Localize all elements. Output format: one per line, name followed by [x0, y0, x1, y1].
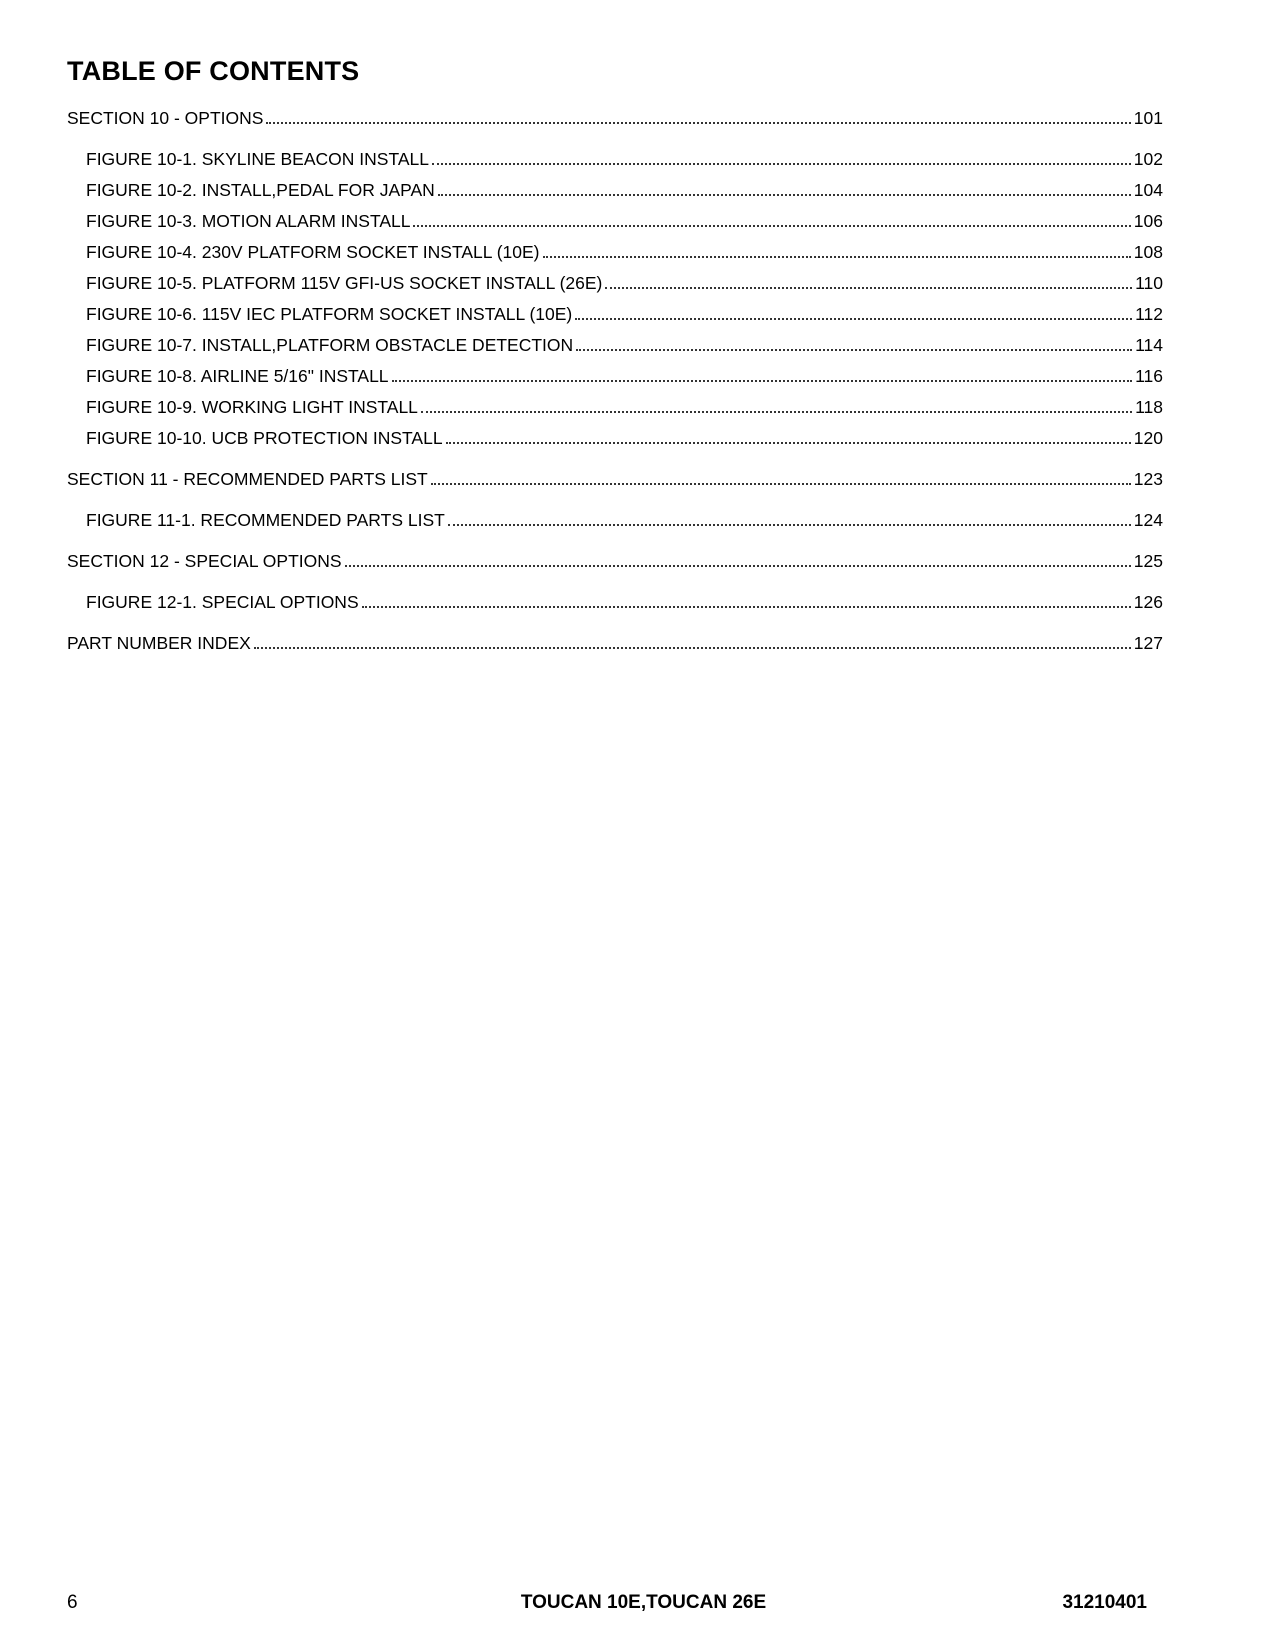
dot-leader	[448, 523, 1131, 526]
toc-entry-page: 106	[1133, 211, 1163, 231]
toc-entry-page: 124	[1133, 510, 1163, 530]
toc-entry-page: 116	[1135, 366, 1163, 386]
toc-entry-page: 101	[1133, 108, 1163, 128]
dot-leader	[345, 564, 1131, 567]
dot-leader	[421, 410, 1132, 413]
toc-entry-page: 108	[1133, 242, 1163, 262]
toc-entry-page: 104	[1133, 180, 1163, 200]
dot-leader	[605, 286, 1132, 289]
toc-entry-page: 123	[1133, 469, 1163, 489]
toc-entry-page: 126	[1133, 592, 1163, 612]
toc-entry-label: FIGURE 10-7. INSTALL,PLATFORM OBSTACLE DETECTION	[86, 335, 574, 355]
toc-entry-label: FIGURE 10-6. 115V IEC PLATFORM SOCKET INSTALL (10E)	[86, 304, 573, 324]
dot-leader	[362, 605, 1131, 608]
toc-entry-section-12[interactable]	[67, 547, 1163, 571]
toc-entry-figure-10-5[interactable]	[86, 269, 1163, 293]
toc-entry-figure-10-2[interactable]	[86, 176, 1163, 200]
dot-leader	[446, 441, 1131, 444]
toc-entry-label: FIGURE 10-10. UCB PROTECTION INSTALL	[86, 428, 443, 448]
dot-leader	[432, 162, 1131, 165]
toc-entry-figure-10-4[interactable]	[86, 238, 1163, 262]
toc-entry-label: PART NUMBER INDEX	[67, 633, 251, 653]
dot-leader	[438, 193, 1131, 196]
footer-page-number: 6	[67, 1592, 78, 1613]
dot-leader	[431, 482, 1131, 485]
dot-leader	[413, 224, 1130, 227]
footer-title: TOUCAN 10E,TOUCAN 26E	[520, 1592, 767, 1613]
toc-entry-label: SECTION 11 - RECOMMENDED PARTS LIST	[67, 469, 428, 489]
dot-leader	[576, 348, 1132, 351]
toc-entry-label: FIGURE 10-8. AIRLINE 5/16" INSTALL	[86, 366, 389, 386]
toc-entry-figure-10-10[interactable]	[86, 424, 1163, 448]
toc-entry-page: 102	[1133, 149, 1163, 169]
toc-entry-page: 120	[1133, 428, 1163, 448]
toc-entry-page: 114	[1135, 335, 1163, 355]
toc-entry-page: 110	[1135, 273, 1163, 293]
toc-entry-figure-10-9[interactable]	[86, 393, 1163, 417]
toc-entry-page: 125	[1133, 551, 1163, 571]
toc-entry-part-number-index[interactable]	[67, 629, 1163, 653]
toc-entry-label: FIGURE 10-9. WORKING LIGHT INSTALL	[86, 397, 418, 417]
toc-entry-section-11[interactable]	[67, 465, 1163, 489]
footer-doc-number: 31210401	[1062, 1592, 1147, 1613]
toc-entry-figure-10-8[interactable]	[86, 362, 1163, 386]
dot-leader	[392, 379, 1133, 382]
toc-entry-page: 112	[1135, 304, 1163, 324]
dot-leader	[266, 121, 1130, 124]
toc-entry-figure-10-7[interactable]	[86, 331, 1163, 355]
toc-entry-label: SECTION 10 - OPTIONS	[67, 108, 264, 128]
toc-entry-figure-10-3[interactable]	[86, 207, 1163, 231]
toc-entry-label: FIGURE 10-1. SKYLINE BEACON INSTALL	[86, 149, 429, 169]
toc-entry-label: FIGURE 10-2. INSTALL,PEDAL FOR JAPAN	[86, 180, 435, 200]
toc-entry-figure-11-1[interactable]	[86, 506, 1163, 530]
dot-leader	[254, 646, 1131, 649]
toc-entry-page: 127	[1133, 633, 1163, 653]
dot-leader	[543, 255, 1131, 258]
page-title: TABLE OF CONTENTS	[67, 56, 360, 86]
toc-entry-label: FIGURE 11-1. RECOMMENDED PARTS LIST	[86, 510, 445, 530]
dot-leader	[575, 317, 1132, 320]
toc-entry-label: SECTION 12 - SPECIAL OPTIONS	[67, 551, 342, 571]
toc-entry-figure-10-1[interactable]	[86, 145, 1163, 169]
toc-entry-page: 118	[1135, 397, 1163, 417]
toc-entry-label: FIGURE 12-1. SPECIAL OPTIONS	[86, 592, 359, 612]
toc-entry-figure-10-6[interactable]	[86, 300, 1163, 324]
toc-entry-label: FIGURE 10-5. PLATFORM 115V GFI-US SOCKET INSTALL (26E)	[86, 273, 603, 293]
toc-entry-label: FIGURE 10-4. 230V PLATFORM SOCKET INSTALL (10E)	[86, 242, 540, 262]
toc-entry-section-10[interactable]	[67, 104, 1163, 128]
toc-entry-label: FIGURE 10-3. MOTION ALARM INSTALL	[86, 211, 411, 231]
toc-entry-figure-12-1[interactable]	[86, 588, 1163, 612]
